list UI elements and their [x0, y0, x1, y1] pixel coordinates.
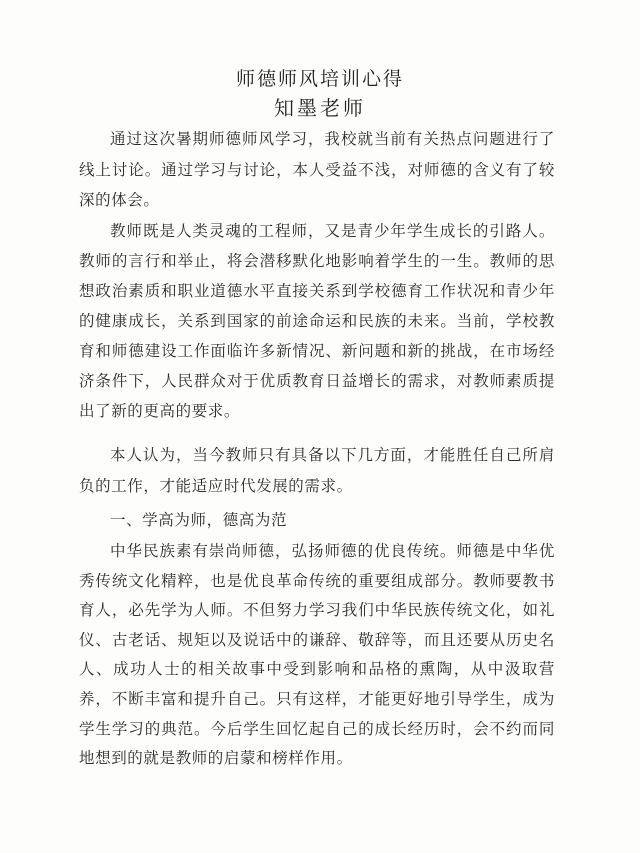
- paragraph-teacher-role: 教师既是人类灵魂的工程师，又是青少年学生成长的引路人。教师的言行和举止，将会潜移默化地影响着学生的一生。教师的思想政治素质和职业道德水平直接关系到学校德育工作状况和青少年的健康成长，关系到国家的前途命运和民族的未来。当前，学校教育和师德建设工作面临许多新情况、新问题和新的挑战，在市场经济条件下，人民群众对于优质教育日益增长的需求，对教师素质提出了新的更高的要求。: [79, 222, 555, 420]
- section-heading-1: 一、学高为师，德高为范: [110, 511, 288, 529]
- document-title: 师德师风培训心得: [235, 68, 404, 90]
- paragraph-opinion: 本人认为，当今教师只有具备以下几方面，才能胜任自己所肩负的工作，才能适应时代发展的需求。: [79, 446, 555, 495]
- paragraph-intro: 通过这次暑期师德师风学习，我校就当前有关热点问题进行了线上讨论。通过学习与讨论，本人受益不浅，对师德的含义有了较深的体会。: [79, 130, 555, 209]
- document-author: 知墨老师: [274, 96, 366, 120]
- paragraph-tradition: 中华民族素有崇尚师德，弘扬师德的优良传统。师德是中华优秀传统文化精粹，也是优良革命传统的重要组成部分。教师要教书育人，必先学为人师。不但努力学习我们中华民族传统文化，如礼仪、古老话、规矩以及说话中的谦辞、敬辞等，而且还要从历史名人、成功人士的相关故事中受到影响和品格的熏陶，从中汲取营养，不断丰富和提升自己。只有这样，才能更好地引导学生，成为学生学习的典范。今后学生回忆起自己的成长经历时，会不约而同地想到的就是教师的启蒙和榜样作用。: [79, 542, 555, 768]
